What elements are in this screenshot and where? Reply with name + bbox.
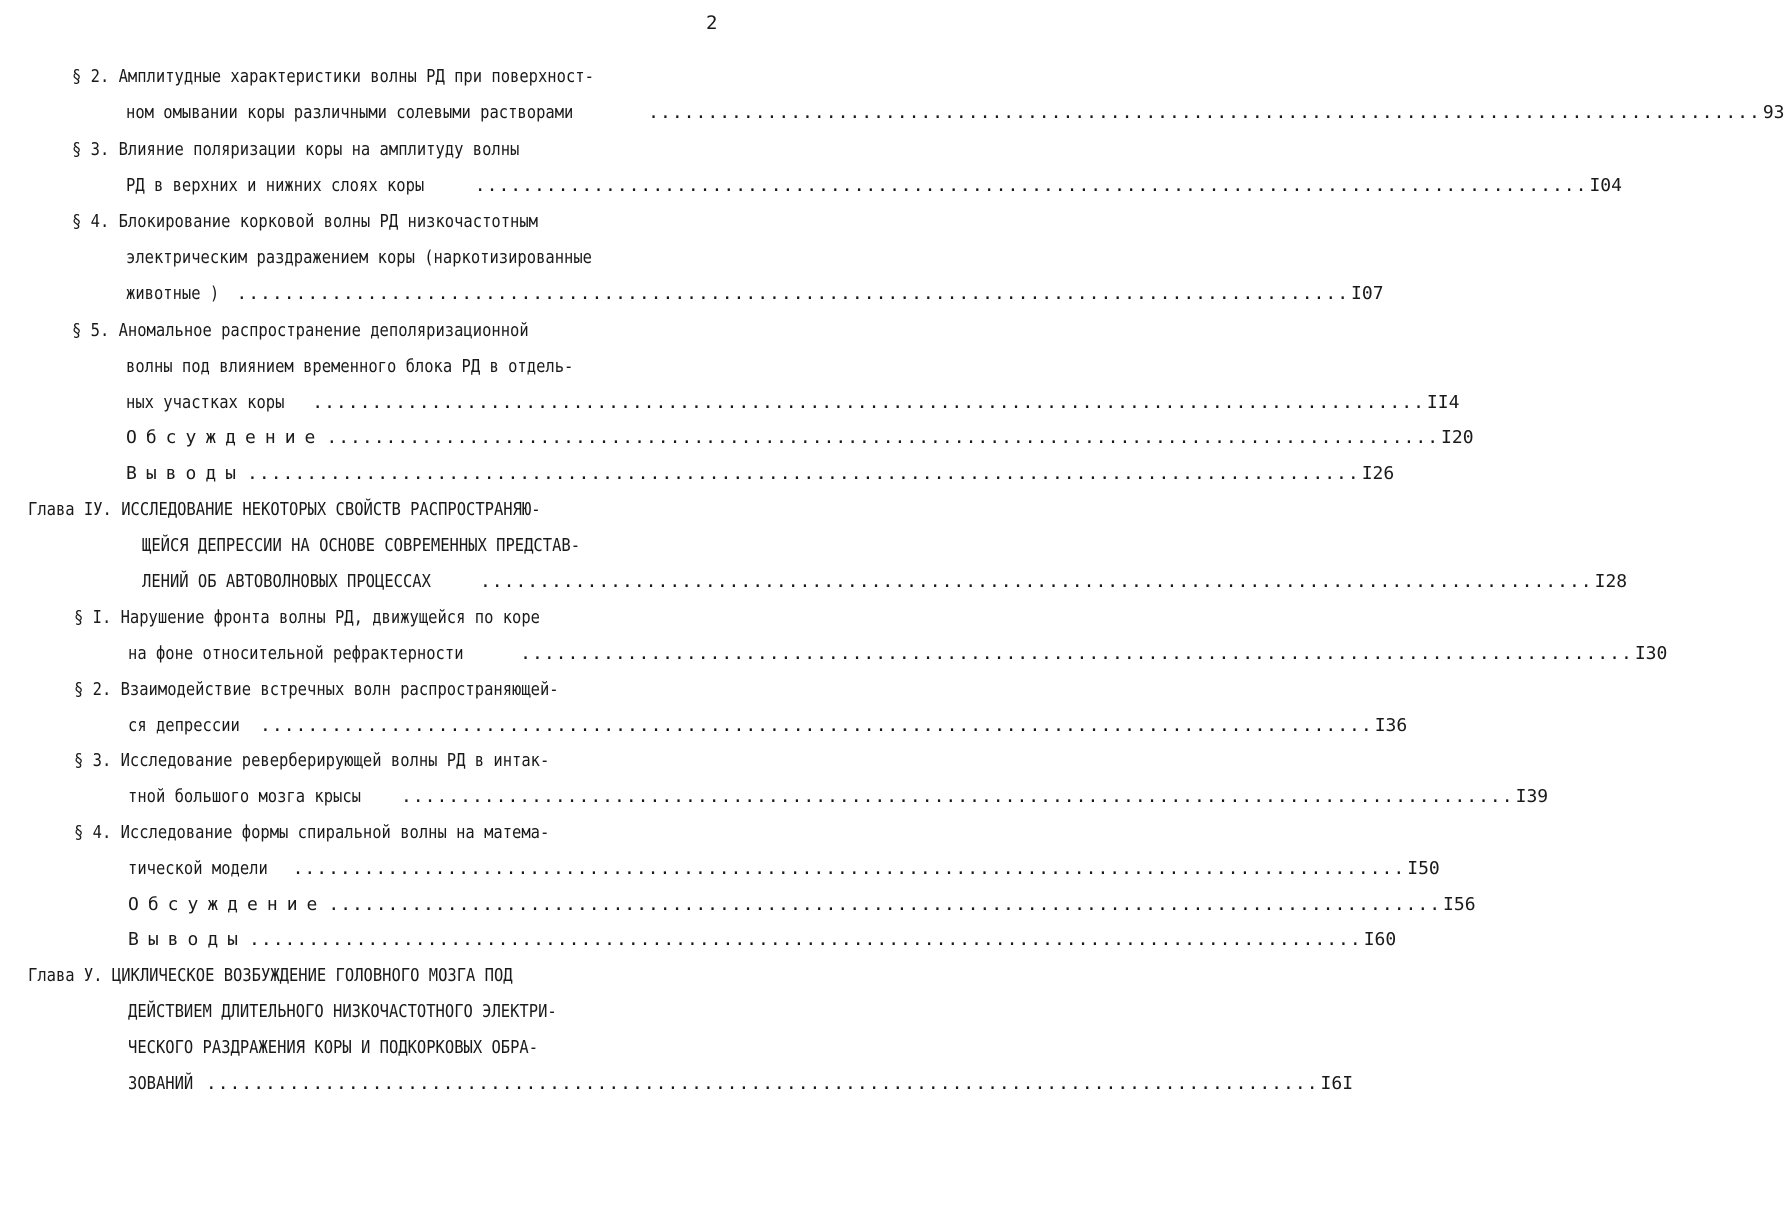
toc-line: РД в верхних и нижних слоях коры [126, 175, 425, 196]
toc-line: § 4. Исследование формы спиральной волны на матема- [74, 822, 550, 843]
toc-entry-c4s1[interactable] [128, 643, 1668, 665]
toc-page: I04 [1589, 175, 1622, 196]
toc-line: на фоне относительной рефрактерности [128, 643, 464, 664]
leader-dots: .............................................................................................. [400, 786, 1514, 807]
toc-page: I28 [1594, 571, 1628, 592]
toc-page: I07 [1351, 283, 1384, 304]
toc-entry-discussion[interactable] [128, 894, 1476, 916]
toc-page: I60 [1363, 929, 1397, 950]
leader-dots: .............................................................................................. [648, 102, 1761, 123]
toc-line: тной большого мозга крысы [128, 786, 362, 807]
toc-line: ЗОВАНИЙ [128, 1073, 194, 1094]
toc-line: Выводы [126, 463, 246, 484]
toc-entry-s5[interactable] [126, 392, 1460, 414]
toc-line: волны под влиянием временного блока РД в отдель- [126, 356, 574, 377]
toc-line: Обсуждение [126, 427, 325, 448]
toc-line: электрическим раздражением коры (наркотизированные [126, 247, 592, 268]
toc-page: I36 [1374, 715, 1408, 736]
toc-line: Обсуждение [128, 894, 327, 915]
toc-page: I26 [1361, 463, 1395, 484]
leader-dots: .............................................................................................. [236, 283, 1350, 304]
toc-line: ном омывании коры различными солевыми растворами [126, 102, 574, 123]
chapter-heading: Глава IУ. ИССЛЕДОВАНИЕ НЕКОТОРЫХ СВОЙСТВ РАСПРОСТРАНЯЮ- [28, 499, 541, 520]
toc-line: Выводы [128, 929, 248, 950]
leader-dots: .............................................................................................. [312, 392, 1425, 413]
toc-entry-s3[interactable] [126, 175, 1622, 197]
toc-line: § 4. Блокирование корковой волны РД низкочастотным [72, 211, 538, 232]
toc-line: тической модели [128, 858, 268, 879]
leader-dots: .............................................................................................. [479, 571, 1593, 592]
leader-dots: .............................................................................................. [249, 929, 1362, 950]
toc-entry-c4s2[interactable] [128, 715, 1408, 737]
toc-line: § 5. Аномальное распространение деполяризационной [72, 320, 529, 341]
toc-line: ЛЕНИЙ ОБ АВТОВОЛНОВЫХ ПРОЦЕССАХ [142, 571, 431, 592]
toc-line: § 3. Исследование реверберирующей волны РД в интак- [74, 750, 550, 771]
toc-line: ных участках коры [126, 392, 285, 413]
toc-entry-c4s4[interactable] [128, 858, 1440, 880]
toc-entry-conclusions[interactable] [126, 463, 1395, 485]
toc-line: ЩЕЙСЯ ДЕПРЕССИИ НА ОСНОВЕ СОВРЕМЕННЫХ ПРЕДСТАВ- [142, 535, 581, 556]
toc-page: II4 [1426, 392, 1460, 413]
toc-entry-s2[interactable] [126, 102, 1785, 124]
toc-line: ся депрессии [128, 715, 240, 736]
toc-line: ДЕЙСТВИЕМ ДЛИТЕЛЬНОГО НИЗКОЧАСТОТНОГО ЭЛЕКТРИ- [128, 1001, 557, 1022]
toc-entry-chapter-4[interactable] [142, 571, 1628, 593]
toc-line: ЧЕСКОГО РАЗДРАЖЕНИЯ КОРЫ И ПОДКОРКОВЫХ ОБРА- [128, 1037, 539, 1058]
toc-line: § I. Нарушение фронта волны РД, движущейся по коре [74, 607, 540, 628]
toc-line: § 2. Амплитудные характеристики волны РД при поверхност- [72, 66, 594, 87]
toc-entry-chapter-5[interactable] [128, 1073, 1354, 1095]
leader-dots: .............................................................................................. [328, 894, 1442, 915]
leader-dots: .............................................................................................. [474, 175, 1588, 196]
toc-page: 93 [1762, 102, 1785, 123]
page-number: 2 [706, 12, 718, 34]
leader-dots: .............................................................................................. [326, 427, 1440, 448]
leader-dots: .............................................................................................. [247, 463, 1360, 484]
leader-dots: .............................................................................................. [260, 715, 1373, 736]
toc-page: I20 [1441, 427, 1474, 448]
leader-dots: .............................................................................................. [292, 858, 1406, 879]
toc-page: I6I [1320, 1073, 1354, 1094]
leader-dots: .............................................................................................. [205, 1073, 1319, 1094]
toc-entry-s4[interactable] [126, 283, 1384, 305]
toc-page: I39 [1515, 786, 1549, 807]
toc-page: I56 [1443, 894, 1476, 915]
leader-dots: .............................................................................................. [520, 643, 1633, 664]
toc-page: I50 [1407, 858, 1440, 879]
toc-entry-discussion[interactable] [126, 427, 1474, 449]
toc-line: животные ) [126, 283, 220, 304]
toc-entry-conclusions[interactable] [128, 929, 1397, 951]
toc-entry-c4s3[interactable] [128, 786, 1549, 808]
chapter-heading: Глава У. ЦИКЛИЧЕСКОЕ ВОЗБУЖДЕНИЕ ГОЛОВНОГО МОЗГА ПОД [28, 965, 513, 986]
toc-line: § 2. Взаимодействие встречных волн распространяющей- [74, 679, 559, 700]
toc-line: § 3. Влияние поляризации коры на амплитуду волны [72, 139, 520, 160]
toc-page: I30 [1634, 643, 1668, 664]
